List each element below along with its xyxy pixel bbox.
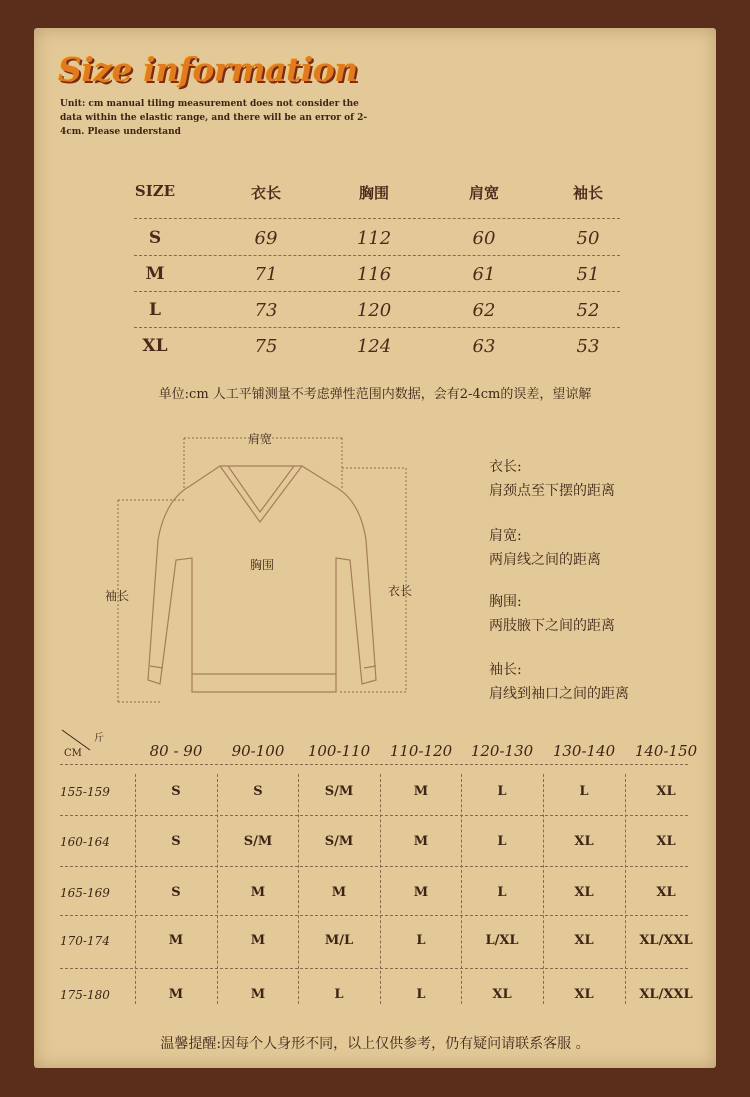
desc-term: 衣长: — [489, 459, 522, 475]
recommended-size: M — [168, 933, 184, 948]
weight-header: 80 - 90 — [149, 742, 203, 760]
page-title: Size information — [58, 50, 358, 89]
table-divider — [134, 327, 620, 328]
desc-term: 袖长: — [489, 662, 522, 678]
measurement-value: 69 — [254, 228, 278, 249]
footer-reminder: 温馨提醒:因每个人身形不同，以上仅供参考，仍有疑问请联系客服 。 — [160, 1036, 590, 1052]
recommended-size: L — [497, 784, 507, 799]
recommended-size: M — [413, 885, 429, 900]
measurement-value: 62 — [472, 300, 496, 321]
corner-cm: CM — [64, 748, 82, 759]
recommended-size: M — [250, 933, 266, 948]
recommended-size: L/XL — [485, 933, 519, 948]
table-divider — [134, 255, 620, 256]
recommended-size: XL — [656, 834, 676, 849]
measurement-value: 116 — [356, 264, 392, 285]
measurement-value: 63 — [472, 336, 496, 357]
height-range-label: 170-174 — [60, 934, 110, 948]
table-divider — [134, 218, 620, 219]
height-range-label: 175-180 — [60, 988, 110, 1002]
unit-disclaimer-en: Unit: cm manual tiling measurement does not consider the data within the elastic range, and there will be an error of 2-4cm. Please understand — [60, 99, 368, 137]
sleeve-label: 袖长 — [105, 589, 130, 603]
unit-note: 单位:cm 人工平铺测量不考虑弹性范围内数据，会有2-4cm的误差，望谅解 — [158, 387, 592, 402]
desc-text: 两肩线之间的距离 — [489, 552, 601, 568]
measurement-value: 124 — [356, 336, 392, 357]
table-divider — [60, 866, 688, 867]
size-table-header: 胸围 — [358, 184, 389, 202]
size-table-header: 衣长 — [250, 184, 281, 202]
recommended-size: L — [497, 834, 507, 849]
recommended-size: M — [331, 885, 347, 900]
size-table-header: SIZE — [134, 182, 176, 200]
measurement-value: 75 — [254, 336, 278, 357]
weight-header: 90-100 — [231, 742, 285, 760]
table-divider — [60, 968, 688, 969]
desc-chest — [489, 590, 615, 638]
length-label: 衣长 — [388, 584, 413, 598]
recommended-size: L — [416, 987, 426, 1002]
weight-header: 120-130 — [470, 742, 534, 760]
recommended-size: XL — [492, 987, 512, 1002]
desc-text: 肩线到袖口之间的距离 — [489, 686, 629, 702]
recommended-size: S — [171, 885, 181, 900]
weight-header: 100-110 — [307, 742, 371, 760]
table-divider — [60, 764, 688, 765]
recommended-size: M — [250, 885, 266, 900]
recommended-size: XL — [574, 834, 594, 849]
height-range-label: 155-159 — [60, 785, 110, 799]
recommended-size: M — [413, 834, 429, 849]
desc-length — [489, 455, 615, 503]
recommended-size: M — [250, 987, 266, 1002]
table-divider — [60, 915, 688, 916]
recommended-size: S/M — [324, 784, 354, 799]
measurement-value: 61 — [472, 264, 496, 285]
recommended-size: XL/XXL — [639, 987, 693, 1002]
size-table-header: 袖长 — [572, 184, 603, 202]
recommended-size: XL — [574, 933, 594, 948]
recommended-size: M — [168, 987, 184, 1002]
chest-label: 胸围 — [250, 558, 275, 572]
recommended-size: XL — [574, 987, 594, 1002]
recommended-size: M — [413, 784, 429, 799]
measurement-value: 112 — [356, 228, 392, 249]
desc-term: 肩宽: — [489, 528, 522, 544]
measurement-value: 60 — [472, 228, 496, 249]
size-table-header: 肩宽 — [468, 184, 499, 202]
size-label: XL — [142, 336, 168, 356]
desc-text: 两肢腋下之间的距离 — [489, 618, 615, 634]
table-divider — [60, 815, 688, 816]
recommended-size: L — [497, 885, 507, 900]
measurement-value: 120 — [356, 300, 392, 321]
recommended-size: S — [253, 784, 263, 799]
recommended-size: M/L — [324, 933, 354, 948]
corner-jin: 斤 — [94, 733, 104, 744]
size-label: L — [149, 300, 161, 320]
recommended-size: L — [579, 784, 589, 799]
weight-header: 110-120 — [389, 742, 453, 760]
recommended-size: L — [416, 933, 426, 948]
shoulder-label: 肩宽 — [248, 432, 273, 446]
recommended-size: XL/XXL — [639, 933, 693, 948]
height-range-label: 160-164 — [60, 835, 110, 849]
size-label: S — [148, 228, 162, 248]
weight-header: 140-150 — [634, 742, 698, 760]
recommended-size: S — [171, 834, 181, 849]
desc-sleeve — [489, 658, 629, 706]
size-label: M — [145, 264, 165, 284]
height-range-label: 165-169 — [60, 886, 110, 900]
measurement-value: 53 — [576, 336, 600, 357]
recommended-size: S/M — [324, 834, 354, 849]
measurement-value: 50 — [576, 228, 600, 249]
recommended-size: S — [171, 784, 181, 799]
measurement-value: 52 — [576, 300, 600, 321]
recommended-size: XL — [574, 885, 594, 900]
measurement-value: 73 — [254, 300, 278, 321]
table-divider — [134, 291, 620, 292]
weight-header: 130-140 — [552, 742, 616, 760]
recommended-size: XL — [656, 784, 676, 799]
measurement-value: 71 — [254, 264, 278, 285]
desc-shoulder — [489, 524, 601, 572]
desc-text: 肩颈点至下摆的距离 — [489, 483, 615, 499]
recommended-size: L — [334, 987, 344, 1002]
desc-term: 胸围: — [489, 594, 522, 610]
measurement-value: 51 — [576, 264, 600, 285]
recommended-size: S/M — [243, 834, 273, 849]
recommended-size: XL — [656, 885, 676, 900]
